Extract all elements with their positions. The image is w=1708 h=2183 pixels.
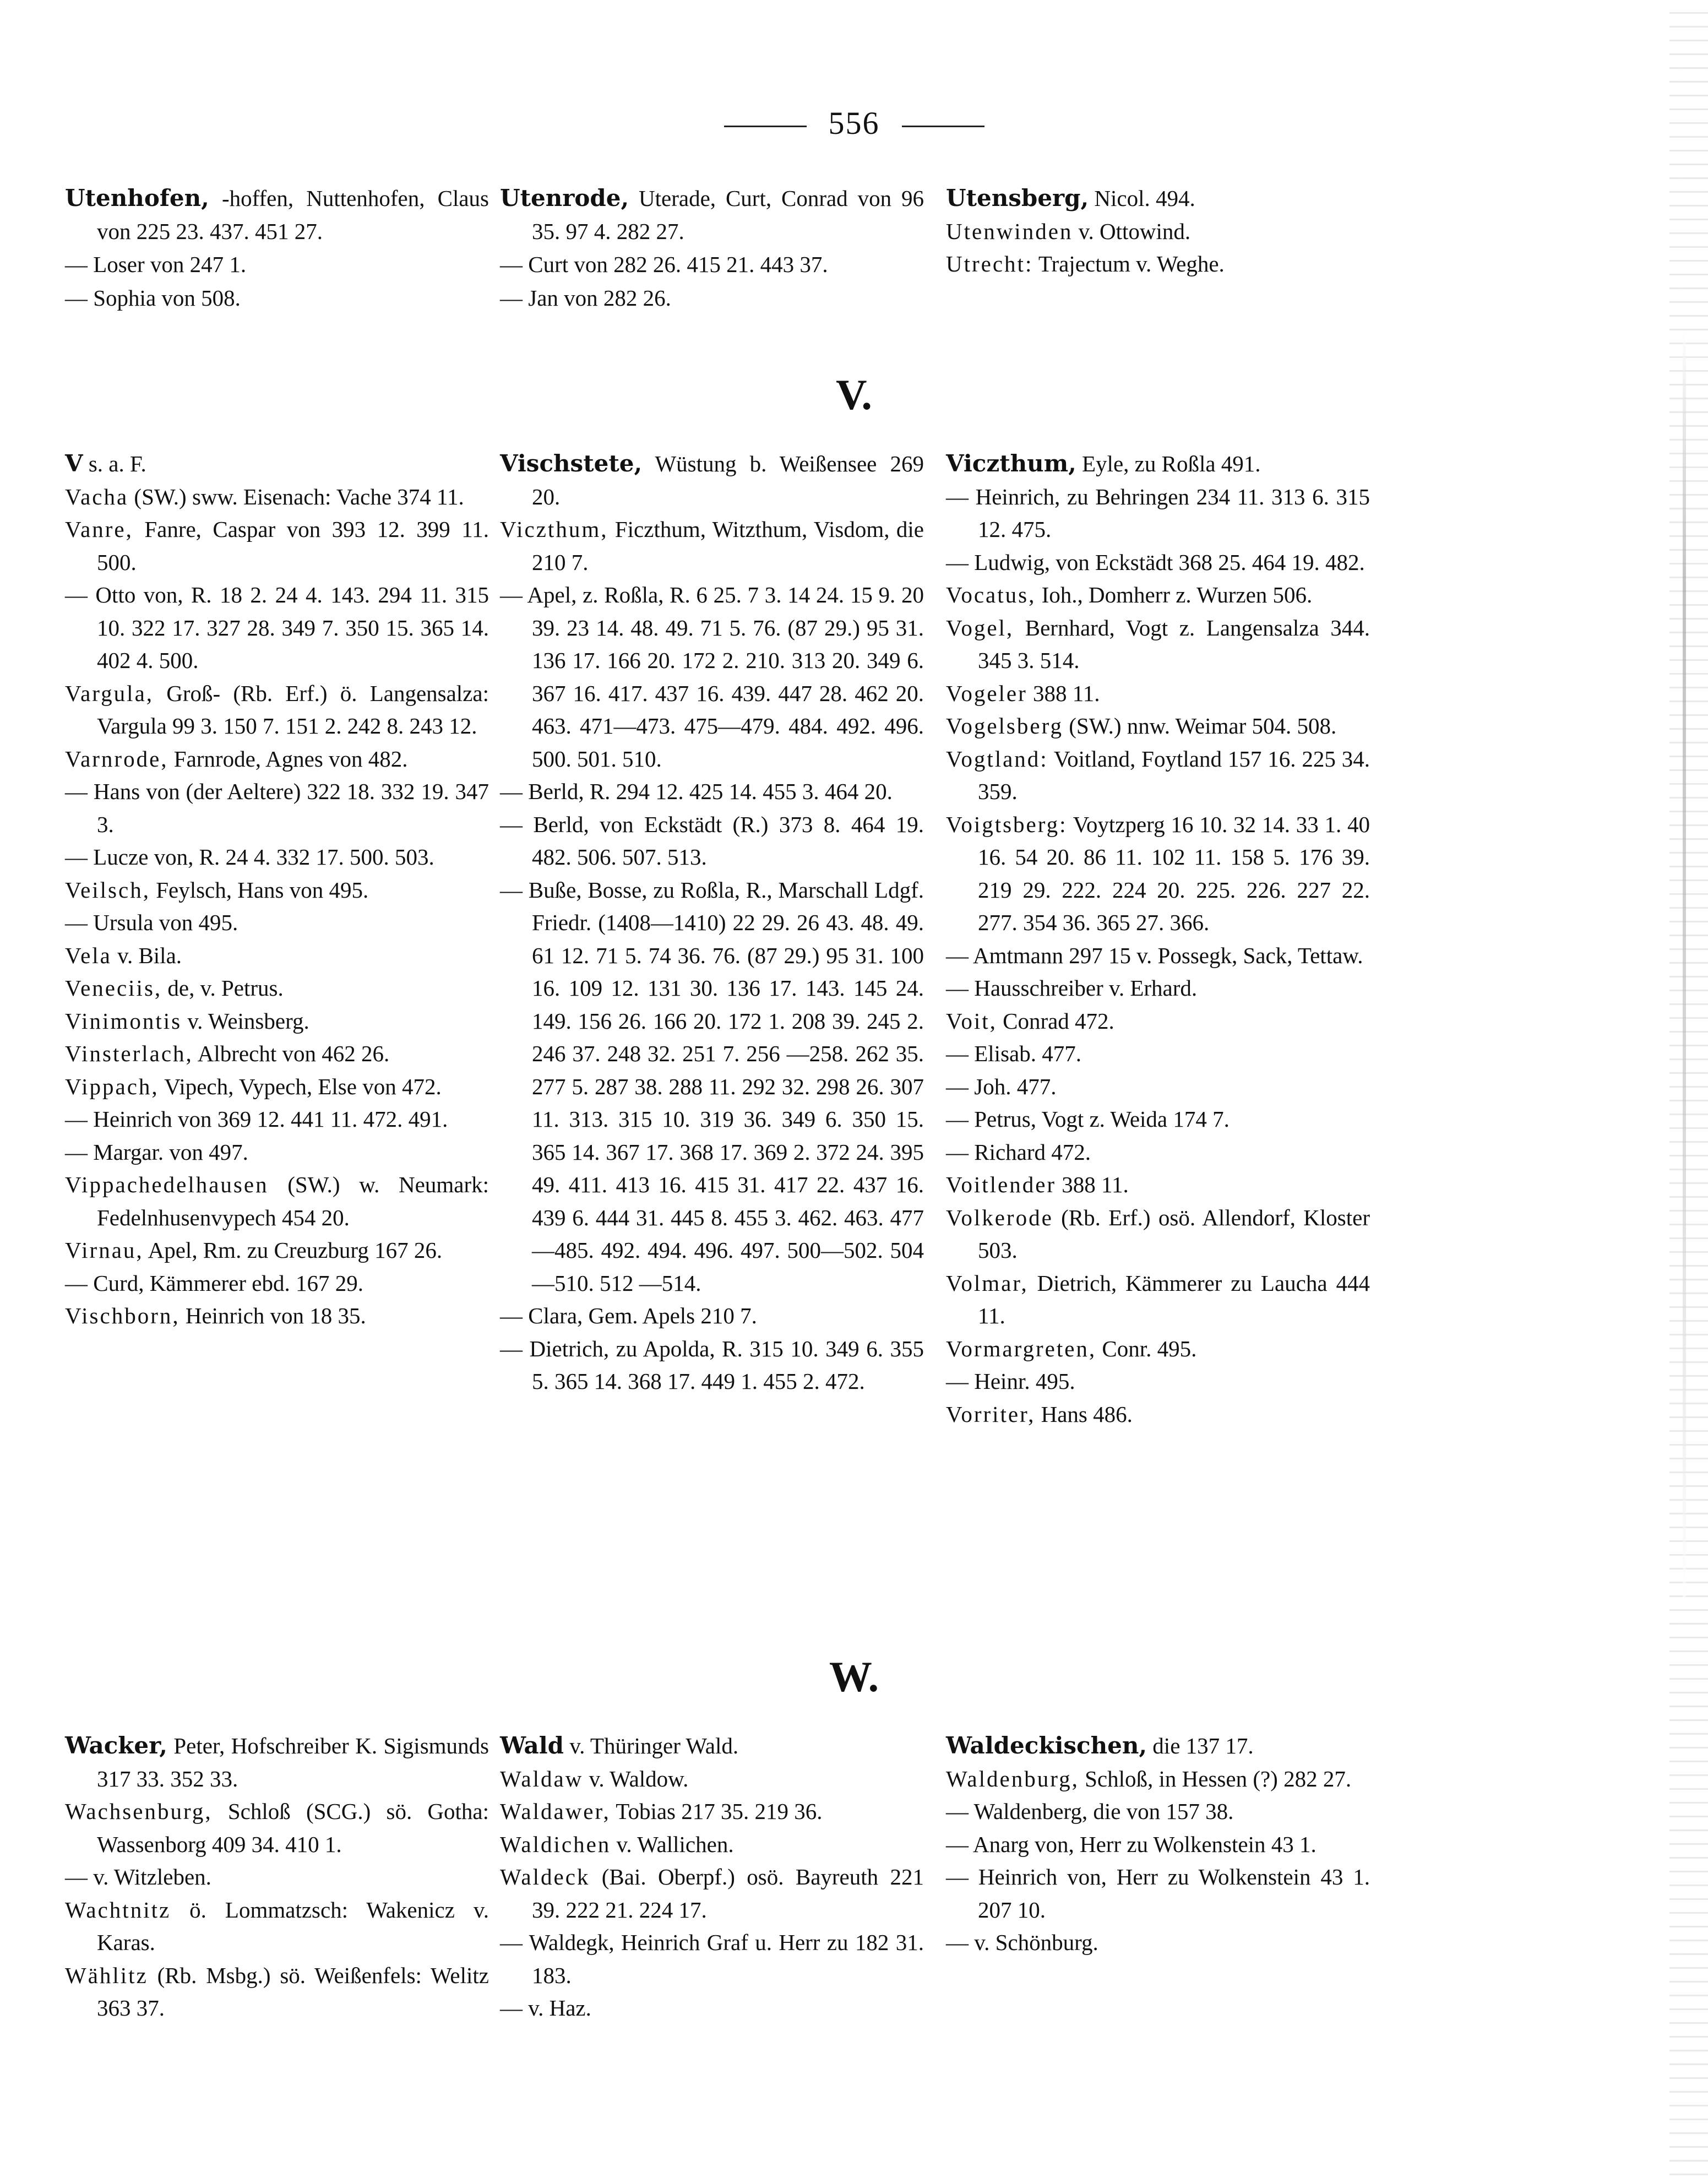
index-entry xyxy=(946,579,1370,612)
entry-text: (SW.) nnw. Weimar 504. 508. xyxy=(1063,713,1337,738)
entry-place-name: Vogel, xyxy=(946,615,1014,640)
entry-place-name: Vogeler xyxy=(946,680,1027,706)
index-entry xyxy=(500,579,924,775)
entry-text: — Curt von 282 26. 415 21. 443 37. xyxy=(500,252,828,277)
entry-text: — Lucze von, R. 24 4. 332 17. 500. 503. xyxy=(65,844,434,870)
entry-headword: Wald xyxy=(500,1732,564,1759)
index-entry xyxy=(946,677,1370,710)
entry-text: de, v. Petrus. xyxy=(162,975,284,1001)
index-entry xyxy=(946,612,1370,677)
entry-text: Apel, Rm. zu Creuzburg 167 26. xyxy=(143,1237,443,1263)
entry-text: Dietrich, Kämmerer zu Laucha 444 11. xyxy=(978,1270,1370,1328)
entry-text: — Heinrich von, Herr zu Wolkenstein 43 1. 207 10. xyxy=(946,1864,1370,1923)
index-entry xyxy=(500,1729,924,1763)
header-rule-right xyxy=(902,126,984,127)
index-entry xyxy=(946,1267,1370,1333)
entry-place-name: Vorriter, xyxy=(946,1401,1036,1427)
entry-place-name: Vippach, xyxy=(65,1073,159,1099)
index-entry xyxy=(65,481,489,514)
index-entry xyxy=(946,1103,1370,1136)
entry-place-name: Volmar, xyxy=(946,1270,1029,1296)
entry-text: -hoffen, Nuttenhofen, Claus von 225 23. 437. 451 27. xyxy=(97,186,489,244)
index-entry xyxy=(65,1071,489,1104)
entry-text: — Waldegk, Heinrich Graf u. Herr zu 182 31. 183. xyxy=(500,1930,924,1988)
entry-text: Fanre, Caspar von 393 12. 399 11. 500. xyxy=(97,517,489,575)
index-entry xyxy=(946,710,1370,743)
entry-text: 388 11. xyxy=(1056,1172,1129,1197)
entry-text: (Bai. Oberpf.) osö. Bayreuth 221 39. 222 21. 224 17. xyxy=(532,1864,924,1923)
entry-text: Albrecht von 462 26. xyxy=(193,1041,390,1066)
page-binding-edge xyxy=(1669,0,1708,2183)
entry-text: — Heinrich, zu Behringen 234 11. 313 6. 315 12. 475. xyxy=(946,484,1370,542)
entry-text: — Joh. 477. xyxy=(946,1073,1057,1099)
index-entry xyxy=(500,1795,924,1828)
entry-text: — Dietrich, zu Apolda, R. 315 10. 349 6. 355 5. 365 14. 368 17. 449 1. 455 2. 472. xyxy=(500,1335,924,1394)
entry-text: — Curd, Kämmerer ebd. 167 29. xyxy=(65,1270,363,1296)
entry-place-name: Wachtnitz xyxy=(65,1897,171,1923)
entry-text: — Amtmann 297 15 v. Possegk, Sack, Tettaw. xyxy=(946,942,1363,968)
entry-text: Ficzthum, Witzthum, Visdom, die 210 7. xyxy=(532,517,924,575)
index-entry xyxy=(946,808,1370,940)
top-column-3 xyxy=(946,182,1370,281)
entry-text: — Sophia von 508. xyxy=(65,285,241,311)
entry-place-name: Virnau, xyxy=(65,1237,144,1263)
index-entry xyxy=(946,972,1370,1005)
index-entry xyxy=(65,1005,489,1038)
index-entry xyxy=(65,940,489,973)
index-entry xyxy=(946,1795,1370,1828)
entry-text: v. Thüringer Wald. xyxy=(564,1733,739,1758)
entry-text: 388 11. xyxy=(1027,680,1100,706)
index-entry xyxy=(500,808,924,874)
index-entry xyxy=(65,1267,489,1300)
index-entry xyxy=(500,1861,924,1926)
index-entry xyxy=(946,1333,1370,1366)
entry-place-name: Vogtland: xyxy=(946,746,1048,772)
entry-headword: Viczthum, xyxy=(946,450,1076,477)
index-entry xyxy=(946,1828,1370,1861)
index-entry xyxy=(65,906,489,940)
index-entry xyxy=(946,481,1370,546)
index-entry xyxy=(946,1169,1370,1202)
index-entry xyxy=(65,1169,489,1234)
entry-headword: Waldeckischen, xyxy=(946,1732,1147,1759)
entry-place-name: Vocatus, xyxy=(946,582,1036,607)
entry-place-name: Vargula, xyxy=(65,680,154,706)
entry-headword: V xyxy=(65,450,83,477)
entry-text: v. Bila. xyxy=(111,942,182,968)
entry-text: v. Waldow. xyxy=(583,1766,689,1791)
index-entry xyxy=(65,1729,489,1795)
entry-place-name: Vanre, xyxy=(65,517,133,542)
entry-place-name: Vormargreten, xyxy=(946,1335,1097,1361)
index-entry xyxy=(946,743,1370,808)
index-entry xyxy=(65,182,489,248)
entry-text: — Heinr. 495. xyxy=(946,1369,1075,1394)
top-column-2 xyxy=(500,182,924,314)
index-entry xyxy=(65,1795,489,1861)
index-entry xyxy=(946,546,1370,579)
entry-place-name: Wählitz xyxy=(65,1962,148,1988)
entry-text: — Berld, R. 294 12. 425 14. 455 3. 464 20. xyxy=(500,779,893,804)
entry-place-name: Waldawer, xyxy=(500,1799,611,1824)
entry-place-name: Voitlender xyxy=(946,1172,1057,1197)
index-entry xyxy=(500,182,924,248)
entry-text: Conr. 495. xyxy=(1096,1335,1197,1361)
entry-place-name: Vela xyxy=(65,942,112,968)
entry-place-name: Vippachedelhausen xyxy=(65,1172,269,1197)
index-entry xyxy=(946,182,1370,215)
index-entry xyxy=(500,281,924,315)
entry-text: Feylsch, Hans von 495. xyxy=(150,877,369,903)
index-entry xyxy=(500,1828,924,1861)
entry-place-name: Utenwinden xyxy=(946,218,1073,244)
entry-text: Conrad 472. xyxy=(997,1008,1114,1034)
entry-text: — Waldenberg, die von 157 38. xyxy=(946,1799,1234,1824)
entry-text: — Elisab. 477. xyxy=(946,1041,1081,1066)
index-entry xyxy=(946,1861,1370,1926)
w-column-2 xyxy=(500,1729,924,2025)
index-entry xyxy=(500,447,924,513)
entry-text: — Jan von 282 26. xyxy=(500,285,671,311)
entry-place-name: Voit, xyxy=(946,1008,997,1034)
entry-place-name: Veneciis, xyxy=(65,975,162,1001)
index-entry xyxy=(65,743,489,776)
index-entry xyxy=(65,1234,489,1267)
v-column-3 xyxy=(946,447,1370,1431)
entry-text: — Otto von, R. 18 2. 24 4. 143. 294 11. 315 10. 322 17. 327 28. 349 7. 350 15. 365 14. 402 4. 500. xyxy=(65,582,489,673)
entry-text: — Margar. von 497. xyxy=(65,1139,248,1165)
section-heading-v: V. xyxy=(836,371,872,419)
entry-place-name: Vinimontis xyxy=(65,1008,182,1034)
index-entry xyxy=(500,513,924,579)
entry-text: — Berld, von Eckstädt (R.) 373 8. 464 19. 482. 506. 507. 513. xyxy=(500,811,924,870)
entry-text: v. Weinsberg. xyxy=(182,1008,309,1034)
index-entry xyxy=(65,513,489,579)
entry-place-name: Viczthum, xyxy=(500,517,608,542)
index-entry xyxy=(946,1729,1370,1763)
entry-headword: Utenrode, xyxy=(500,184,629,211)
entry-place-name: Utrecht: xyxy=(946,251,1033,276)
index-entry xyxy=(65,248,489,281)
index-entry xyxy=(65,579,489,677)
entry-place-name: Vischborn, xyxy=(65,1303,180,1328)
entry-text: die 137 17. xyxy=(1147,1733,1254,1758)
index-entry xyxy=(946,940,1370,973)
index-entry xyxy=(65,447,489,481)
entry-place-name: Vacha xyxy=(65,484,129,509)
index-entry xyxy=(65,1959,489,2025)
entry-text: — Ludwig, von Eckstädt 368 25. 464 19. 482. xyxy=(946,549,1365,575)
entry-place-name: Waldichen xyxy=(500,1831,611,1857)
entry-headword: Wacker, xyxy=(65,1732,167,1759)
index-entry xyxy=(65,1136,489,1169)
entry-place-name: Veilsch, xyxy=(65,877,150,903)
entry-text: (Rb. Msbg.) sö. Weißenfels: Welitz 363 37. xyxy=(97,1962,489,2021)
page-header xyxy=(0,105,1708,142)
entry-text: — Hans von (der Aeltere) 322 18. 332 19. 347 3. xyxy=(65,779,489,837)
index-entry xyxy=(65,874,489,907)
entry-text: v. Ottowind. xyxy=(1073,218,1191,244)
entry-text: v. Wallichen. xyxy=(611,1831,734,1857)
entry-place-name: Vinsterlach, xyxy=(65,1041,193,1066)
entry-text: (Rb. Erf.) osö. Allendorf, Kloster 503. xyxy=(978,1204,1370,1263)
entry-place-name: Waldenburg, xyxy=(946,1766,1079,1791)
entry-text: — Clara, Gem. Apels 210 7. xyxy=(500,1303,757,1328)
entry-text: Ioh., Domherr z. Wurzen 506. xyxy=(1036,582,1313,607)
entry-text: Bernhard, Vogt z. Langensalza 344. 345 3. 514. xyxy=(978,615,1370,673)
page-number: 556 xyxy=(828,105,880,141)
header-rule-left xyxy=(724,126,807,127)
index-entry xyxy=(946,1136,1370,1169)
index-entry xyxy=(65,1861,489,1894)
index-entry xyxy=(946,1763,1370,1796)
v-column-1 xyxy=(65,447,489,1333)
index-entry xyxy=(946,1202,1370,1267)
index-entry xyxy=(946,1398,1370,1431)
entry-text: — v. Witzleben. xyxy=(65,1864,211,1889)
entry-text: — Petrus, Vogt z. Weida 174 7. xyxy=(946,1106,1230,1132)
entry-text: — Richard 472. xyxy=(946,1139,1091,1165)
index-entry xyxy=(946,215,1370,248)
entry-text: Tobias 217 35. 219 36. xyxy=(610,1799,823,1824)
index-entry xyxy=(946,447,1370,481)
entry-text: — Loser von 247 1. xyxy=(65,252,247,277)
index-entry xyxy=(65,1300,489,1333)
index-entry xyxy=(500,1992,924,2025)
w-column-3 xyxy=(946,1729,1370,1959)
entry-text: Trajectum v. Weghe. xyxy=(1033,251,1225,276)
index-entry xyxy=(500,775,924,808)
entry-place-name: Voigtsberg: xyxy=(946,811,1068,837)
entry-headword: Vischstete, xyxy=(500,450,643,477)
index-entry xyxy=(500,874,924,1300)
entry-headword: Utensberg, xyxy=(946,184,1089,211)
entry-text: Farnrode, Agnes von 482. xyxy=(168,746,408,772)
entry-text: Schloß (SCG.) sö. Gotha: Wassenborg 409 34. 410 1. xyxy=(97,1799,489,1857)
entry-place-name: Varnrode, xyxy=(65,746,168,772)
page-binding-line xyxy=(1683,330,1686,1597)
entry-text: — Hausschreiber v. Erhard. xyxy=(946,975,1198,1001)
entry-place-name: Vogelsberg xyxy=(946,713,1063,738)
index-entry xyxy=(65,677,489,743)
entry-text: Voitland, Foytland 157 16. 225 34. 359. xyxy=(978,746,1370,804)
entry-text: Voytzperg 16 10. 32 14. 33 1. 40 16. 54 20. 86 11. 102 11. 158 5. 176 39. 219 29. 222. 224 20. 225. 226. 227 22. 277. 354 36. 365 27. 366. xyxy=(978,811,1370,935)
entry-place-name: Waldaw xyxy=(500,1766,584,1791)
entry-text: — Anarg von, Herr zu Wolkenstein 43 1. xyxy=(946,1831,1317,1857)
entry-text: Wüstung b. Weißensee 269 20. xyxy=(532,451,924,509)
entry-text: ö. Lommatzsch: Wakenicz v. Karas. xyxy=(97,1897,489,1955)
entry-text: Vipech, Vypech, Else von 472. xyxy=(159,1073,442,1099)
index-entry xyxy=(500,1300,924,1333)
index-entry xyxy=(500,1333,924,1398)
entry-text: Groß- (Rb. Erf.) ö. Langensalza: Vargula 99 3. 150 7. 151 2. 242 8. 243 12. xyxy=(97,680,489,738)
entry-text: Heinrich von 18 35. xyxy=(179,1303,366,1328)
index-entry xyxy=(500,1926,924,1992)
entry-place-name: Volkerode xyxy=(946,1204,1053,1230)
v-column-2 xyxy=(500,447,924,1398)
index-entry xyxy=(500,1763,924,1796)
entry-text: — Heinrich von 369 12. 441 11. 472. 491. xyxy=(65,1106,448,1132)
index-entry xyxy=(65,1894,489,1959)
index-entry xyxy=(500,248,924,281)
entry-text: — Buße, Bosse, zu Roßla, R., Marschall Ldgf. Friedr. (1408—1410) 22 29. 26 43. 48. 49. 61 12. 71 5. 74 36. 76. (87 29.) 95 31. 100 16. 109 12. 131 30. 136 17. 143. 145 24. 149. 156 26. 166 20. 172 1. 208 39. 245 2. 246 37. 248 32. 251 7. 256 —258. 262 35. 277 5. 287 38. 288 11. 292 32. 298 26. 307 11. 313. 315 10. 319 36. 349 6. 350 15. 365 14. 367 17. 368 17. 369 2. 372 24. 395 49. 411. 413 16. 415 31. 417 22. 437 16. 439 6. 444 31. 445 8. 455 3. 462. 463. 477—485. 492. 494. 496. 497. 500—502. 504—510. 512 —514. xyxy=(500,877,924,1296)
index-entry xyxy=(946,1005,1370,1038)
entry-text: — v. Schönburg. xyxy=(946,1930,1098,1955)
section-heading-w: W. xyxy=(829,1653,879,1701)
entry-text: Schloß, in Hessen (?) 282 27. xyxy=(1079,1766,1352,1791)
entry-text: (SW.) sww. Eisenach: Vache 374 11. xyxy=(128,484,464,509)
index-entry xyxy=(65,841,489,874)
entry-text: Uterade, Curt, Conrad von 96 35. 97 4. 282 27. xyxy=(532,186,924,244)
index-entry xyxy=(65,972,489,1005)
entry-text: Nicol. 494. xyxy=(1089,186,1195,211)
entry-text: s. a. F. xyxy=(83,451,146,476)
entry-text: Hans 486. xyxy=(1035,1401,1133,1427)
top-column-1 xyxy=(65,182,489,314)
index-entry xyxy=(946,1038,1370,1071)
index-entry xyxy=(65,281,489,315)
entry-text: Eyle, zu Roßla 491. xyxy=(1076,451,1261,476)
entry-text: — Apel, z. Roßla, R. 6 25. 7 3. 14 24. 15 9. 20 39. 23 14. 48. 49. 71 5. 76. (87 29.) 95 31. 136 17. 166 20. 172 2. 210. 313 20. 349 6. 367 16. 417. 437 16. 439. 447 28. 462 20. 463. 471—473. 475—479. 484. 492. 496. 500. 501. 510. xyxy=(500,582,924,772)
index-entry xyxy=(946,248,1370,281)
index-entry xyxy=(65,775,489,841)
entry-text: Peter, Hofschreiber K. Sigismunds 317 33. 352 33. xyxy=(97,1733,489,1791)
index-entry xyxy=(946,1071,1370,1104)
entry-headword: Utenhofen, xyxy=(65,184,209,211)
entry-place-name: Waldeck xyxy=(500,1864,590,1889)
entry-place-name: Wachsenburg, xyxy=(65,1799,213,1824)
index-entry xyxy=(946,1365,1370,1398)
entry-text: — Ursula von 495. xyxy=(65,910,238,935)
index-entry xyxy=(946,1926,1370,1959)
entry-text: — v. Haz. xyxy=(500,1995,591,2021)
w-column-1 xyxy=(65,1729,489,2025)
index-entry xyxy=(65,1038,489,1071)
index-entry xyxy=(65,1103,489,1136)
entry-text: (SW.) w. Neumark: Fedelnhusenvypech 454 20. xyxy=(97,1172,489,1230)
